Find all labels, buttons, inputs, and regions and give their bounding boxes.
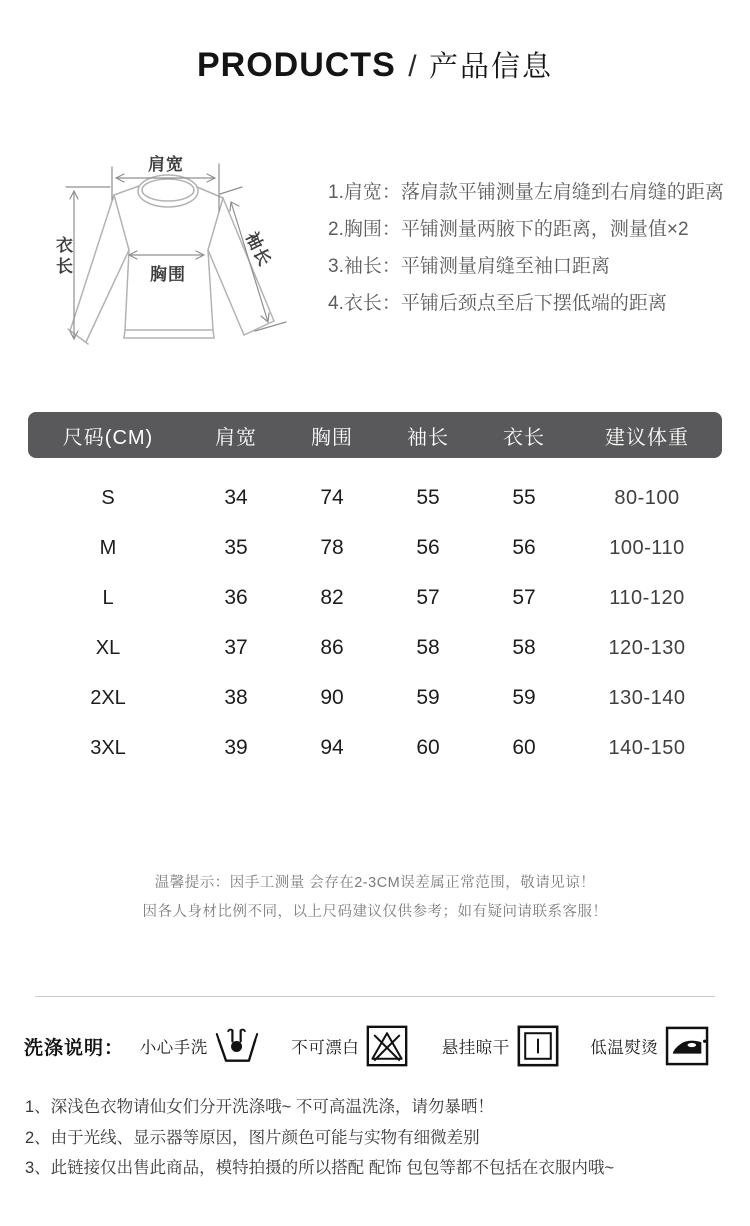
care-label: 不可漂白 bbox=[291, 1039, 360, 1057]
page-title-separator: / bbox=[408, 50, 417, 83]
size-label: 3XL bbox=[90, 736, 126, 759]
size-value: 120-130 bbox=[608, 636, 686, 659]
column-header: 尺码(CM) bbox=[62, 426, 154, 449]
hang-dry-icon bbox=[517, 1025, 559, 1067]
size-value: 60 bbox=[512, 736, 536, 759]
size-label: 2XL bbox=[90, 686, 126, 709]
column-header: 衣长 bbox=[503, 426, 545, 449]
size-table-header bbox=[28, 412, 722, 458]
size-value: 56 bbox=[416, 536, 440, 559]
size-value: 59 bbox=[416, 686, 440, 709]
size-value: 38 bbox=[224, 686, 248, 709]
page-title bbox=[0, 44, 750, 85]
size-label: L bbox=[102, 586, 114, 609]
table-row bbox=[28, 673, 722, 723]
low-iron-icon bbox=[665, 1026, 711, 1066]
table-row bbox=[28, 573, 722, 623]
table-row bbox=[28, 473, 722, 523]
care-item bbox=[275, 1025, 426, 1067]
note-line: 2、由于光线、显示器等原因，图片颜色可能与实物有细微差别 bbox=[25, 1128, 480, 1147]
instruction-line: 4.衣长：平铺后颈点至后下摆低端的距离 bbox=[328, 293, 667, 314]
no-bleach-icon bbox=[366, 1025, 408, 1067]
care-item bbox=[576, 1025, 727, 1067]
warm-tips bbox=[0, 869, 750, 927]
table-row bbox=[28, 723, 722, 773]
table-row bbox=[28, 623, 722, 673]
care-items bbox=[124, 1025, 726, 1067]
care-heading: 洗涤说明： bbox=[24, 1037, 125, 1059]
size-table bbox=[28, 412, 722, 773]
size-value: 140-150 bbox=[608, 736, 686, 759]
size-value: 94 bbox=[320, 736, 344, 759]
care-instructions bbox=[24, 1018, 726, 1074]
size-value: 59 bbox=[512, 686, 536, 709]
size-value: 37 bbox=[224, 636, 248, 659]
size-value: 60 bbox=[416, 736, 440, 759]
care-item bbox=[124, 1025, 275, 1067]
size-value: 58 bbox=[416, 636, 440, 659]
size-value: 74 bbox=[320, 486, 344, 509]
instruction-line: 3.袖长：平铺测量肩缝至袖口距离 bbox=[328, 256, 610, 277]
size-value: 86 bbox=[320, 636, 344, 659]
garment-measure-diagram bbox=[52, 138, 342, 368]
diagram-sleeve-label: 袖长 bbox=[241, 229, 275, 270]
tip-line: 因各人身材比例不同，以上尺码建议仅供参考；如有疑问请联系客服！ bbox=[142, 904, 608, 920]
column-header: 胸围 bbox=[311, 426, 353, 449]
diagram-length-label: 衣长 bbox=[53, 236, 72, 278]
care-label: 悬挂晾干 bbox=[441, 1039, 510, 1057]
care-item bbox=[425, 1025, 576, 1067]
size-value: 39 bbox=[224, 736, 248, 759]
size-value: 78 bbox=[320, 536, 344, 559]
size-label: S bbox=[101, 486, 115, 509]
size-value: 80-100 bbox=[614, 486, 680, 509]
garment-outline-drawing bbox=[52, 138, 342, 368]
size-value: 57 bbox=[416, 586, 440, 609]
size-value: 36 bbox=[224, 586, 248, 609]
page-title-en: PRODUCTS bbox=[196, 46, 396, 84]
column-header: 建议体重 bbox=[605, 426, 689, 449]
size-label: XL bbox=[95, 636, 121, 659]
size-value: 100-110 bbox=[609, 536, 685, 559]
size-value: 34 bbox=[224, 486, 248, 509]
hand-wash-icon bbox=[215, 1026, 259, 1066]
size-value: 82 bbox=[320, 586, 344, 609]
page-title-zh: 产品信息 bbox=[429, 51, 554, 83]
size-value: 55 bbox=[512, 486, 536, 509]
section-divider bbox=[35, 996, 715, 997]
note-line: 1、深浅色衣物请仙女们分开洗涤哦~ 不可高温洗涤，请勿暴晒！ bbox=[25, 1098, 494, 1116]
measure-instructions bbox=[328, 174, 743, 322]
bottom-notes bbox=[25, 1092, 735, 1184]
size-value: 130-140 bbox=[608, 686, 686, 709]
size-value: 58 bbox=[512, 636, 536, 659]
diagram-chest-label: 胸围 bbox=[150, 265, 186, 284]
care-label: 低温熨烫 bbox=[590, 1039, 659, 1057]
diagram-shoulder-label: 肩宽 bbox=[148, 155, 184, 174]
instruction-line: 1.肩宽：落肩款平铺测量左肩缝到右肩缝的距离 bbox=[328, 182, 724, 203]
table-row bbox=[28, 523, 722, 573]
care-label: 小心手洗 bbox=[139, 1039, 208, 1057]
tip-line: 温馨提示：因手工测量 会存在2-3CM误差属正常范围，敬请见谅！ bbox=[154, 875, 596, 891]
size-value: 90 bbox=[320, 686, 344, 709]
size-value: 55 bbox=[416, 486, 440, 509]
note-line: 3、此链接仅出售此商品，模特拍摄的所以搭配 配饰 包包等都不包括在衣服内哦~ bbox=[25, 1159, 614, 1177]
column-header: 肩宽 bbox=[215, 426, 257, 449]
size-value: 56 bbox=[512, 536, 536, 559]
size-value: 57 bbox=[512, 586, 536, 609]
size-label: M bbox=[99, 536, 117, 559]
size-value: 110-120 bbox=[609, 586, 685, 609]
column-header: 袖长 bbox=[407, 426, 449, 449]
instruction-line: 2.胸围：平铺测量两腋下的距离，测量值×2 bbox=[328, 219, 689, 240]
size-value: 35 bbox=[224, 536, 248, 559]
size-table-body bbox=[28, 473, 722, 773]
